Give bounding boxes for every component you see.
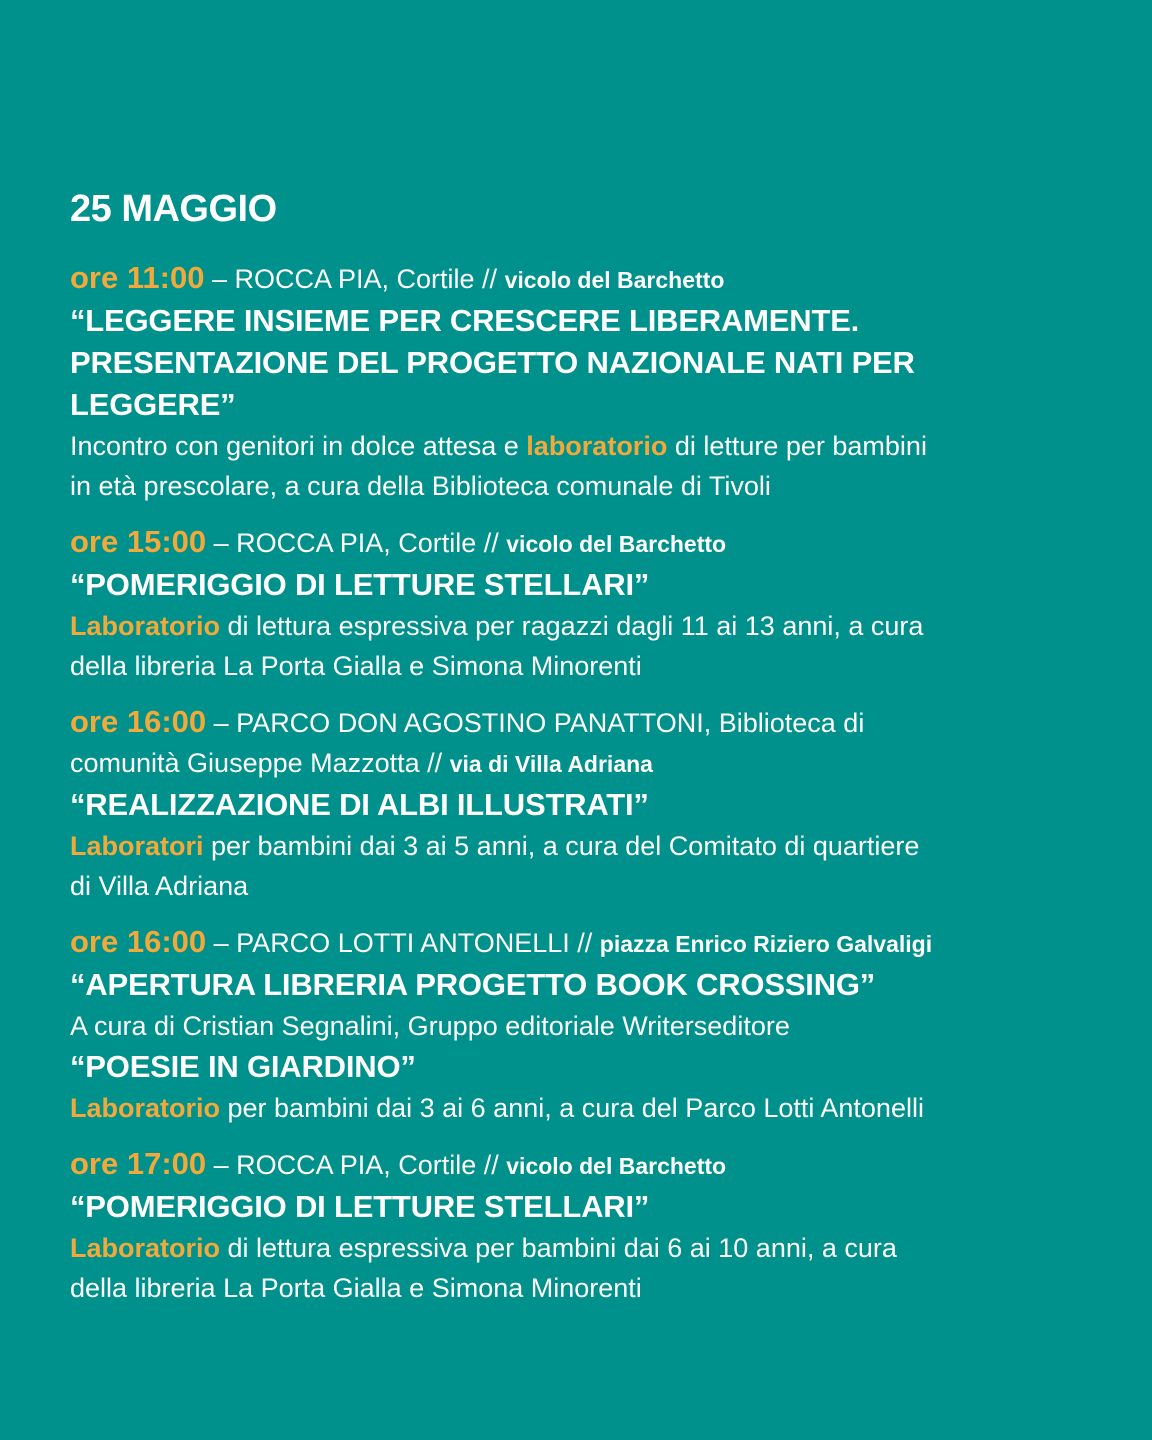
- event-description: [70, 826, 1092, 866]
- event-location: comunità Giuseppe Mazzotta //: [70, 748, 443, 778]
- event-location: – PARCO LOTTI ANTONELLI //: [213, 928, 593, 958]
- description-text: di lettura espressiva per bambini dai 6 ai 10 anni, a cura: [220, 1233, 897, 1263]
- event-street: vicolo del Barchetto: [504, 267, 725, 293]
- event-description: [70, 426, 1092, 466]
- event-header-continued: [70, 743, 1092, 784]
- event-description: [70, 606, 1092, 646]
- event-street: vicolo del Barchetto: [506, 1153, 727, 1179]
- event-time: ore 16:00: [70, 924, 207, 959]
- event-item: [70, 922, 1092, 1128]
- event-header: [70, 258, 1092, 300]
- event-title-line: “LEGGERE INSIEME PER CRESCERE LIBERAMENTE.: [70, 303, 860, 338]
- event-header: [70, 922, 1092, 964]
- event-location: – PARCO DON AGOSTINO PANATTONI, Biblioteca di: [213, 708, 865, 738]
- event-header: [70, 702, 1092, 743]
- description-text: Incontro con genitori in dolce attesa e: [70, 431, 527, 461]
- event-title-line: LEGGERE”: [70, 387, 236, 422]
- event-description: A cura di Cristian Segnalini, Gruppo editoriale Writerseditore: [70, 1011, 790, 1041]
- description-text: di letture per bambini: [667, 431, 927, 461]
- description-highlight: Laboratorio: [70, 611, 221, 641]
- date-heading: 25 MAGGIO: [70, 188, 277, 230]
- event-location: – ROCCA PIA, Cortile //: [211, 264, 498, 294]
- event-header: [70, 522, 1092, 564]
- event-street: piazza Enrico Riziero Galvaligi: [599, 931, 933, 957]
- event-time: ore 17:00: [70, 1146, 207, 1181]
- event-title: “REALIZZAZIONE DI ALBI ILLUSTRATI”: [70, 787, 649, 822]
- description-highlight: laboratorio: [526, 431, 668, 461]
- event-description: [70, 1088, 1092, 1128]
- event-item: [70, 702, 1092, 906]
- description-text: di lettura espressiva per ragazzi dagli 11 ai 13 anni, a cura: [220, 611, 924, 641]
- event-location: – ROCCA PIA, Cortile //: [213, 528, 499, 558]
- description-highlight: Laboratorio: [70, 1233, 221, 1263]
- event-title-line: PRESENTAZIONE DEL PROGETTO NAZIONALE NATI PER: [70, 345, 915, 380]
- event-header: [70, 1144, 1092, 1186]
- event-item: [70, 522, 1092, 686]
- event-time: ore 16:00: [70, 704, 207, 739]
- event-description: della libreria La Porta Gialla e Simona Minorenti: [70, 651, 642, 681]
- description-text: per bambini dai 3 ai 5 anni, a cura del Comitato di quartiere: [203, 831, 920, 861]
- event-title: “APERTURA LIBRERIA PROGETTO BOOK CROSSING”: [70, 967, 876, 1002]
- event-item: [70, 1144, 1092, 1308]
- event-description: di Villa Adriana: [70, 871, 249, 901]
- event-title: “POMERIGGIO DI LETTURE STELLARI”: [70, 567, 650, 602]
- event-street: via di Villa Adriana: [449, 751, 653, 777]
- event-location: – ROCCA PIA, Cortile //: [213, 1150, 499, 1180]
- event-street: vicolo del Barchetto: [506, 531, 727, 557]
- event-description: in età prescolare, a cura della Biblioteca comunale di Tivoli: [70, 471, 771, 501]
- event-item: [70, 258, 1092, 506]
- event-title: “POESIE IN GIARDINO”: [70, 1049, 416, 1084]
- event-title: “POMERIGGIO DI LETTURE STELLARI”: [70, 1189, 650, 1224]
- description-text: per bambini dai 3 ai 6 anni, a cura del Parco Lotti Antonelli: [220, 1093, 924, 1123]
- description-highlight: Laboratori: [70, 831, 204, 861]
- event-description: della libreria La Porta Gialla e Simona Minorenti: [70, 1273, 642, 1303]
- event-time: ore 15:00: [70, 524, 207, 559]
- event-time: ore 11:00: [70, 260, 205, 295]
- event-description: [70, 1228, 1092, 1268]
- description-highlight: Laboratorio: [70, 1093, 221, 1123]
